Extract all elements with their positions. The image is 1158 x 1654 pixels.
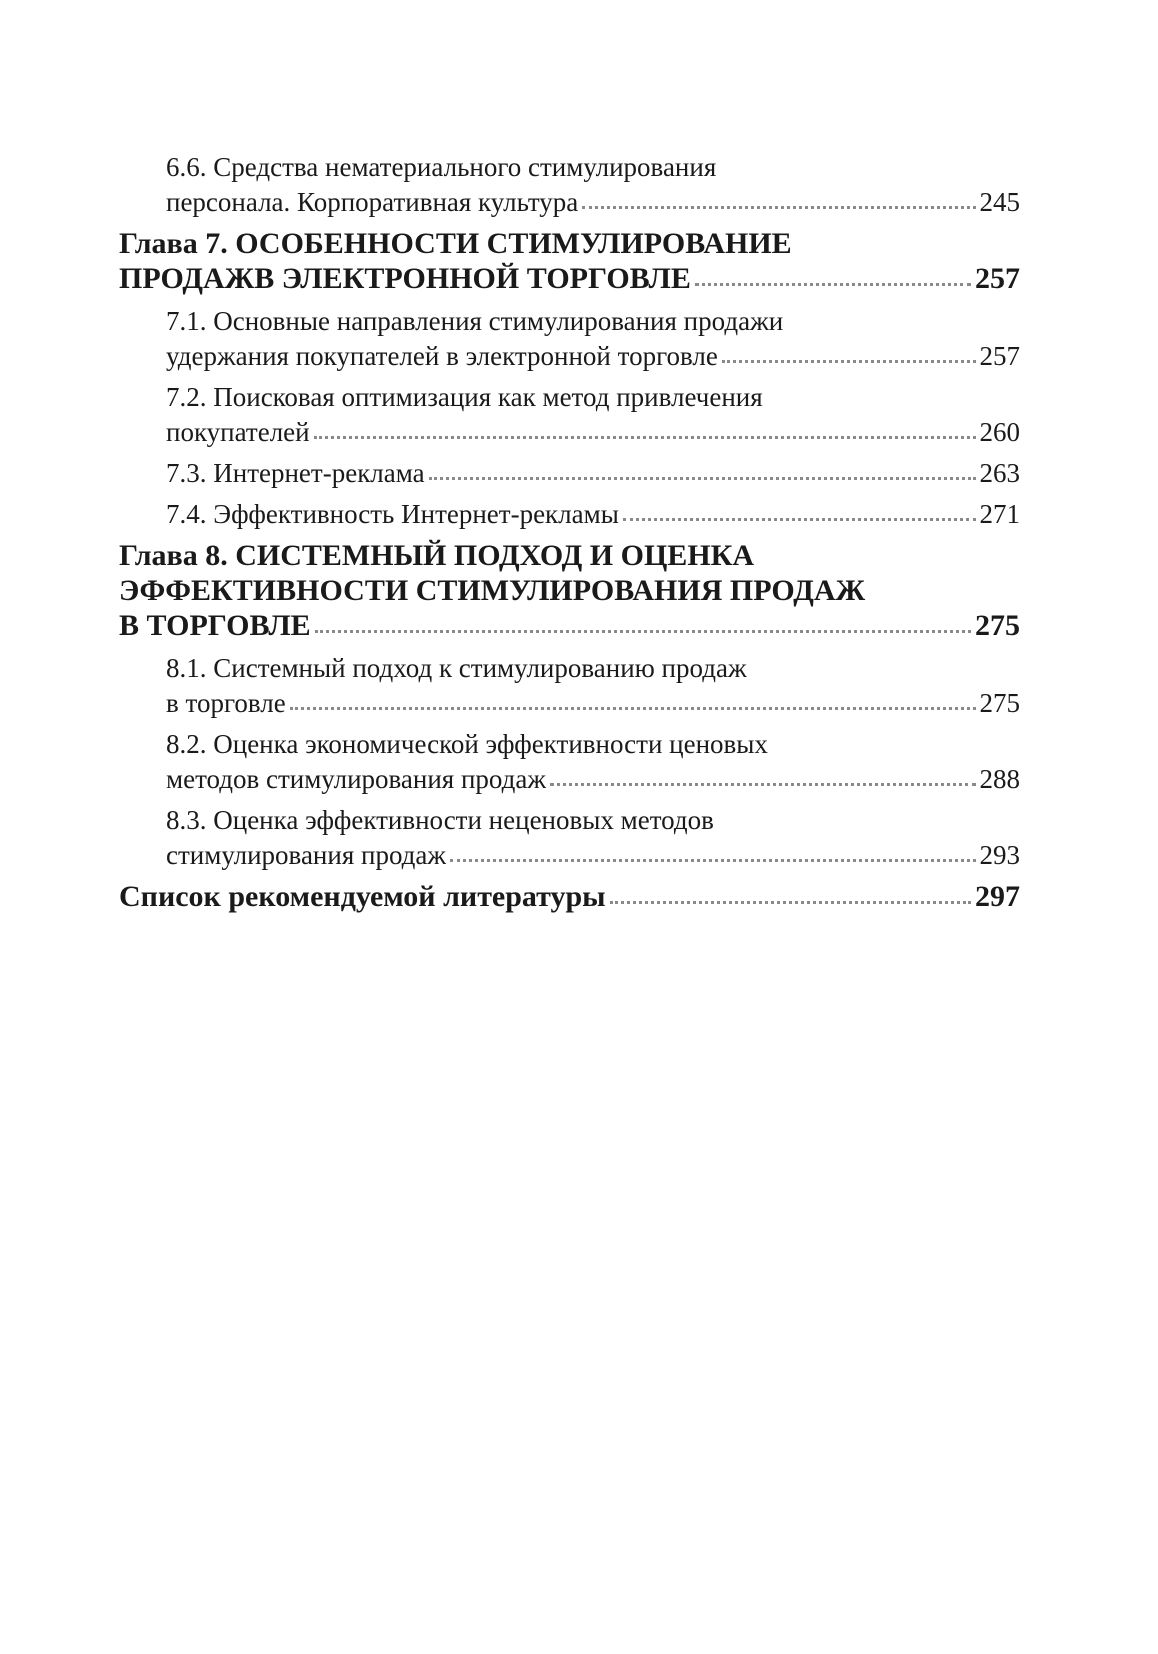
toc-page-number: 263 — [979, 458, 1020, 488]
table-of-contents — [119, 150, 1020, 922]
toc-page-number: 260 — [979, 417, 1020, 447]
toc-entry-title-line: методов стимулирования продаж — [166, 764, 547, 794]
toc-chapter-title-line: Глава 7. ОСОБЕННОСТИ СТИМУЛИРОВАНИЕ — [119, 227, 792, 260]
dot-leader — [290, 707, 976, 710]
toc-entry-title-line: покупателей — [166, 417, 310, 447]
dot-leader — [315, 630, 971, 633]
toc-chapter-title-line: ЭФФЕКТИВНОСТИ СТИМУЛИРОВАНИЯ ПРОДАЖ — [119, 574, 866, 607]
dot-leader — [582, 206, 975, 209]
toc-chapter-8[interactable] — [119, 538, 1020, 643]
dot-leader — [623, 518, 976, 521]
toc-page-number: 245 — [979, 187, 1020, 217]
toc-page-number: 257 — [975, 262, 1020, 295]
toc-entry-title-line: в торговле — [166, 688, 286, 718]
toc-entry-title-line: 7.4. Эффективность Интернет-рекламы — [166, 499, 619, 529]
toc-entry-title-line: 7.2. Поисковая оптимизация как метод привлечения — [166, 382, 763, 412]
toc-entry-title-line: 8.1. Системный подход к стимулированию продаж — [166, 653, 747, 683]
dot-leader — [722, 360, 976, 363]
toc-entry-7-2[interactable] — [119, 380, 1020, 450]
toc-chapter-title-line: ПРОДАЖВ ЭЛЕКТРОННОЙ ТОРГОВЛЕ — [119, 262, 691, 295]
toc-entry-title-line: персонала. Корпоративная культура — [166, 187, 579, 217]
toc-page-number: 275 — [979, 688, 1020, 718]
toc-entry-8-2[interactable] — [119, 727, 1020, 797]
toc-chapter-7[interactable] — [119, 226, 1020, 296]
toc-entry-title-line: 7.1. Основные направления стимулирования продажи — [166, 306, 784, 336]
toc-chapter-title-line: В ТОРГОВЛЕ — [119, 609, 311, 642]
toc-entry-title-line: 6.6. Средства нематериального стимулирования — [166, 152, 717, 182]
toc-page-number: 257 — [979, 341, 1020, 371]
toc-entry-title-line: 8.2. Оценка экономической эффективности ценовых — [166, 729, 768, 759]
toc-page-number: 275 — [975, 609, 1020, 642]
toc-entry-7-4[interactable] — [119, 497, 1020, 532]
toc-page-number: 288 — [979, 764, 1020, 794]
toc-page-number: 271 — [979, 499, 1020, 529]
dot-leader — [450, 859, 975, 862]
toc-entry-8-1[interactable] — [119, 651, 1020, 721]
toc-entry-7-3[interactable] — [119, 456, 1020, 491]
toc-page-number: 297 — [975, 880, 1020, 913]
toc-chapter-title-line: Глава 8. СИСТЕМНЫЙ ПОДХОД И ОЦЕНКА — [119, 539, 755, 572]
toc-entry-7-1[interactable] — [119, 304, 1020, 374]
toc-chapter-title-line: Список рекомендуемой литературы — [119, 880, 606, 913]
toc-entry-title-line: 8.3. Оценка эффективности неценовых методов — [166, 805, 714, 835]
dot-leader — [429, 477, 976, 480]
toc-entry-title-line: удержания покупателей в электронной торговле — [166, 341, 718, 371]
toc-entry-title-line: стимулирования продаж — [166, 840, 447, 870]
dot-leader — [314, 436, 976, 439]
toc-entry-8-3[interactable] — [119, 803, 1020, 873]
toc-page-number: 293 — [979, 840, 1020, 870]
toc-entry-title-line: 7.3. Интернет-реклама — [166, 458, 425, 488]
dot-leader — [610, 901, 971, 904]
toc-entry-6-6[interactable] — [119, 150, 1020, 220]
toc-literature[interactable] — [119, 879, 1020, 914]
dot-leader — [695, 283, 971, 286]
dot-leader — [550, 783, 975, 786]
